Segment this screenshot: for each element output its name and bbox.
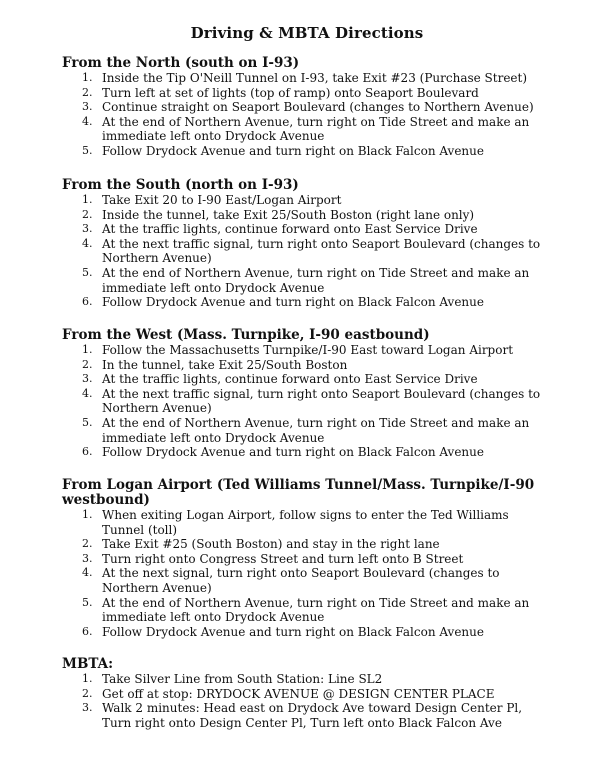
step-text: Take Silver Line from South Station: Line SL2	[102, 672, 383, 686]
list-item	[62, 237, 550, 266]
step-text: Follow Drydock Avenue and turn right on Black Falcon Avenue	[102, 143, 484, 158]
list-item	[62, 416, 550, 445]
step-text: At the end of Northern Avenue, turn right on Tide Street and make an immediate left onto Drydock Avenue	[102, 114, 530, 144]
list-item	[62, 193, 550, 208]
step-text: At the traffic lights, continue forward onto East Service Drive	[102, 222, 478, 237]
step-text: At the next signal, turn right onto Seaport Boulevard (changes to Northern Avenue)	[102, 566, 500, 595]
list-item	[62, 222, 550, 237]
step-number: 2.	[82, 686, 93, 700]
document-title: Driving & MBTA Directions	[190, 24, 424, 42]
list-item	[62, 387, 550, 416]
step-text: At the next traffic signal, turn right onto Seaport Boulevard (changes to Northern Avenue)	[102, 386, 541, 416]
list-item	[62, 343, 550, 358]
section-heading: From the South (north on I-93)	[62, 177, 299, 193]
step-text: At the traffic lights, continue forward onto East Service Drive	[102, 372, 478, 387]
list-item	[62, 144, 550, 159]
step-list	[62, 508, 552, 639]
step-text: Turn left at set of lights (top of ramp) onto Seaport Boulevard	[102, 85, 479, 100]
list-item	[62, 537, 550, 552]
list-item	[62, 208, 550, 223]
step-number: 1.	[82, 71, 93, 84]
step-text: Follow Drydock Avenue and turn right on Black Falcon Avenue	[102, 295, 484, 310]
list-item	[62, 552, 550, 567]
list-item	[62, 701, 550, 730]
step-number: 3.	[82, 701, 93, 715]
step-text: Walk 2 minutes: Head east on Drydock Ave toward Design Center Pl, Turn right onto Design Center Pl, Turn left onto Black Falcon Ave	[102, 701, 523, 730]
step-text: Inside the tunnel, take Exit 25/South Boston (right lane only)	[102, 207, 475, 222]
list-item	[62, 100, 550, 115]
step-text: In the tunnel, take Exit 25/South Boston	[102, 357, 348, 372]
step-number: 2.	[82, 537, 93, 551]
step-number: 2.	[82, 357, 93, 371]
list-item	[62, 266, 550, 295]
step-number: 1.	[82, 508, 93, 521]
list-item	[62, 672, 550, 687]
list-item	[62, 596, 550, 625]
step-number: 3.	[82, 372, 93, 386]
step-number: 1.	[82, 672, 93, 685]
step-number: 5.	[82, 265, 93, 279]
list-item	[62, 508, 550, 537]
step-number: 3.	[82, 100, 93, 114]
step-number: 5.	[82, 415, 93, 429]
section-from-south	[62, 178, 552, 310]
step-text: At the end of Northern Avenue, turn right on Tide Street and make an immediate left onto Drydock Avenue	[102, 595, 530, 625]
step-text: Take Exit 20 to I-90 East/Logan Airport	[102, 193, 342, 207]
list-item	[62, 358, 550, 373]
step-text: When exiting Logan Airport, follow signs to enter the Ted Williams Tunnel (toll)	[102, 508, 509, 537]
section-from-north	[62, 56, 552, 159]
step-number: 2.	[82, 85, 93, 99]
step-text: Continue straight on Seaport Boulevard (changes to Northern Avenue)	[102, 100, 534, 115]
step-number: 6.	[82, 624, 93, 638]
step-list	[62, 343, 552, 460]
step-number: 5.	[82, 143, 93, 157]
step-text: Get off at stop: DRYDOCK AVENUE @ DESIGN CENTER PLACE	[102, 686, 495, 701]
step-text: At the end of Northern Avenue, turn right on Tide Street and make an immediate left onto Drydock Avenue	[102, 415, 530, 445]
step-text: Turn right onto Congress Street and turn left onto B Street	[102, 551, 464, 566]
step-number: 1.	[82, 193, 93, 206]
step-text: Follow the Massachusetts Turnpike/I-90 East toward Logan Airport	[102, 343, 514, 357]
step-text: Follow Drydock Avenue and turn right on Black Falcon Avenue	[102, 624, 484, 639]
section-heading: From Logan Airport (Ted Williams Tunnel/Mass. Turnpike/I-90 westbound)	[62, 477, 535, 508]
step-number: 6.	[82, 445, 93, 459]
section-mbta	[62, 657, 552, 730]
step-list	[62, 71, 552, 159]
step-list	[62, 193, 552, 310]
section-from-logan	[62, 478, 552, 639]
list-item	[62, 115, 550, 144]
list-item	[62, 566, 550, 595]
step-text: At the end of Northern Avenue, turn right on Tide Street and make an immediate left onto Drydock Avenue	[102, 265, 530, 295]
list-item	[62, 445, 550, 460]
step-text: Inside the Tip O'Neill Tunnel on I-93, take Exit #23 (Purchase Street)	[102, 71, 528, 85]
section-heading: From the West (Mass. Turnpike, I-90 eastbound)	[62, 327, 430, 343]
step-text: Take Exit #25 (South Boston) and stay in the right lane	[102, 537, 440, 552]
step-number: 3.	[82, 222, 93, 236]
step-text: Follow Drydock Avenue and turn right on Black Falcon Avenue	[102, 445, 484, 460]
section-heading: MBTA:	[62, 656, 114, 672]
list-item	[62, 295, 550, 310]
step-number: 4.	[82, 386, 93, 400]
step-number: 6.	[82, 295, 93, 309]
step-number: 2.	[82, 207, 93, 221]
step-text: At the next traffic signal, turn right onto Seaport Boulevard (changes to Northern Avenue)	[102, 236, 541, 266]
step-number: 4.	[82, 566, 93, 580]
section-heading: From the North (south on I-93)	[62, 55, 300, 71]
section-from-west	[62, 328, 552, 460]
step-number: 1.	[82, 343, 93, 356]
list-item	[62, 71, 550, 86]
step-number: 4.	[82, 114, 93, 128]
list-item	[62, 86, 550, 101]
list-item	[62, 625, 550, 640]
step-number: 3.	[82, 551, 93, 565]
list-item	[62, 687, 550, 702]
step-list	[62, 672, 552, 730]
list-item	[62, 372, 550, 387]
step-number: 4.	[82, 236, 93, 250]
step-number: 5.	[82, 595, 93, 609]
